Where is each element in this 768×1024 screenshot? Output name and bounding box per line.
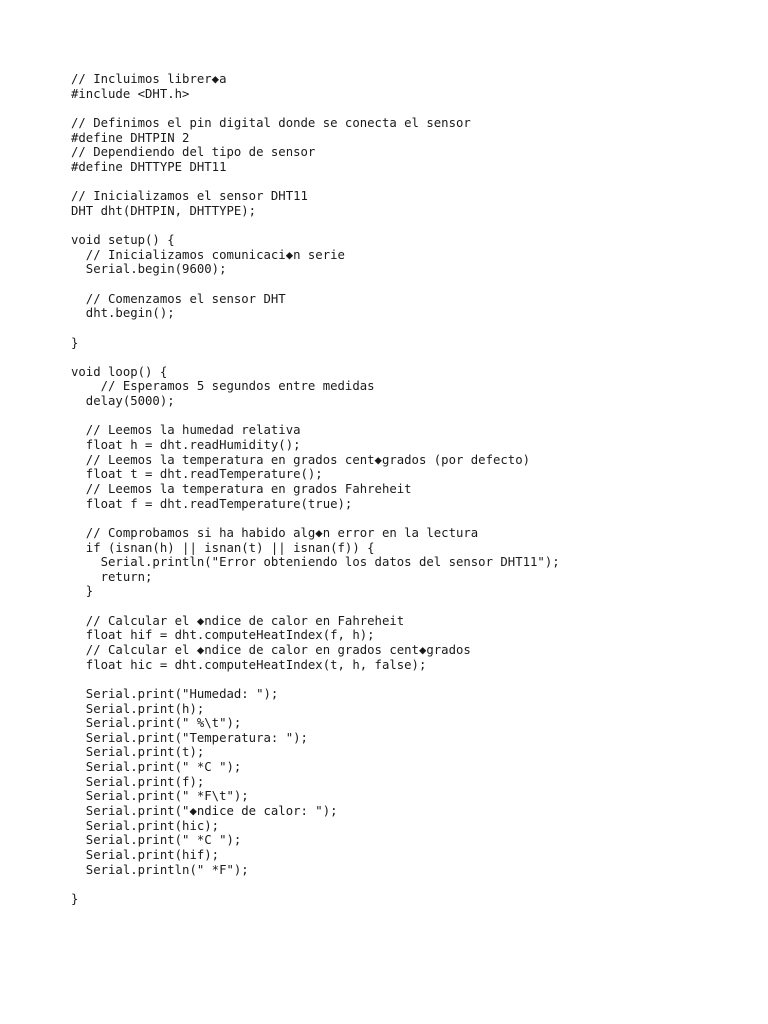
code-line: #define DHTPIN 2 bbox=[71, 130, 190, 145]
code-line: float t = dht.readTemperature(); bbox=[71, 467, 323, 482]
code-line: // Calcular el ◆ndice de calor en Fahreheit bbox=[71, 613, 405, 628]
code-line: float hif = dht.computeHeatIndex(f, h); bbox=[71, 628, 375, 643]
code-line: Serial.begin(9600); bbox=[71, 262, 227, 277]
code-line: // Comprobamos si ha habido alg◆n error en la lectura bbox=[71, 525, 479, 540]
code-line: dht.begin(); bbox=[71, 306, 175, 321]
code-line: Serial.print("Humedad: "); bbox=[71, 686, 279, 701]
code-line: // Inicializamos comunicaci◆n serie bbox=[71, 247, 345, 262]
code-line: Serial.print(f); bbox=[71, 774, 205, 789]
code-line bbox=[71, 409, 560, 424]
code-line: // Calcular el ◆ndice de calor en grados cent◆grados bbox=[71, 642, 471, 657]
code-line: Serial.print("Temperatura: "); bbox=[71, 730, 308, 745]
code-line: Serial.println("Error obteniendo los datos del sensor DHT11"); bbox=[71, 555, 560, 570]
code-line: // Dependiendo del tipo de sensor bbox=[71, 145, 316, 160]
code-line: if (isnan(h) || isnan(t) || isnan(f)) { bbox=[71, 540, 375, 555]
code-line bbox=[71, 321, 560, 336]
code-line: float hic = dht.computeHeatIndex(t, h, false); bbox=[71, 657, 427, 672]
code-line: // Incluimos librer◆a bbox=[71, 72, 227, 86]
code-line: return; bbox=[71, 569, 153, 584]
code-line bbox=[71, 174, 560, 189]
code-line bbox=[71, 672, 560, 687]
code-line: Serial.print(hif); bbox=[71, 847, 220, 862]
code-line: // Leemos la humedad relativa bbox=[71, 423, 301, 438]
code-line: // Leemos la temperatura en grados cent◆grados (por defecto) bbox=[71, 452, 531, 467]
code-line: // Definimos el pin digital donde se conecta el sensor bbox=[71, 115, 471, 130]
code-line: DHT dht(DHTPIN, DHTTYPE); bbox=[71, 203, 257, 218]
code-line: Serial.print(hic); bbox=[71, 818, 220, 833]
code-line bbox=[71, 218, 560, 233]
code-line bbox=[71, 511, 560, 526]
code-line bbox=[71, 599, 560, 614]
code-line: delay(5000); bbox=[71, 394, 175, 409]
code-line: void loop() { bbox=[71, 364, 168, 379]
code-line: float h = dht.readHumidity(); bbox=[71, 438, 301, 453]
code-line: Serial.print("◆ndice de calor: "); bbox=[71, 804, 338, 819]
code-line: Serial.println(" *F"); bbox=[71, 862, 249, 877]
code-line bbox=[71, 101, 560, 116]
code-line: Serial.print(" *C "); bbox=[71, 833, 242, 848]
code-line: Serial.print(t); bbox=[71, 745, 205, 760]
code-line: Serial.print(" *C "); bbox=[71, 760, 242, 775]
code-line bbox=[71, 350, 560, 365]
code-line: void setup() { bbox=[71, 233, 175, 248]
code-line: } bbox=[71, 891, 79, 906]
code-line bbox=[71, 877, 560, 892]
code-line: #define DHTTYPE DHT11 bbox=[71, 159, 227, 174]
code-line: // Esperamos 5 segundos entre medidas bbox=[71, 379, 375, 394]
code-line: // Comenzamos el sensor DHT bbox=[71, 291, 286, 306]
code-listing bbox=[71, 72, 560, 907]
code-line: #include <DHT.h> bbox=[71, 86, 190, 101]
code-line: // Leemos la temperatura en grados Fahreheit bbox=[71, 481, 412, 496]
code-line: float f = dht.readTemperature(true); bbox=[71, 496, 353, 511]
code-line: Serial.print(" *F\t"); bbox=[71, 789, 249, 804]
code-line: // Inicializamos el sensor DHT11 bbox=[71, 189, 308, 204]
code-line bbox=[71, 277, 560, 292]
code-line: Serial.print(" %\t"); bbox=[71, 716, 242, 731]
code-line: } bbox=[71, 335, 79, 350]
code-line: Serial.print(h); bbox=[71, 701, 205, 716]
code-line: } bbox=[71, 584, 94, 599]
